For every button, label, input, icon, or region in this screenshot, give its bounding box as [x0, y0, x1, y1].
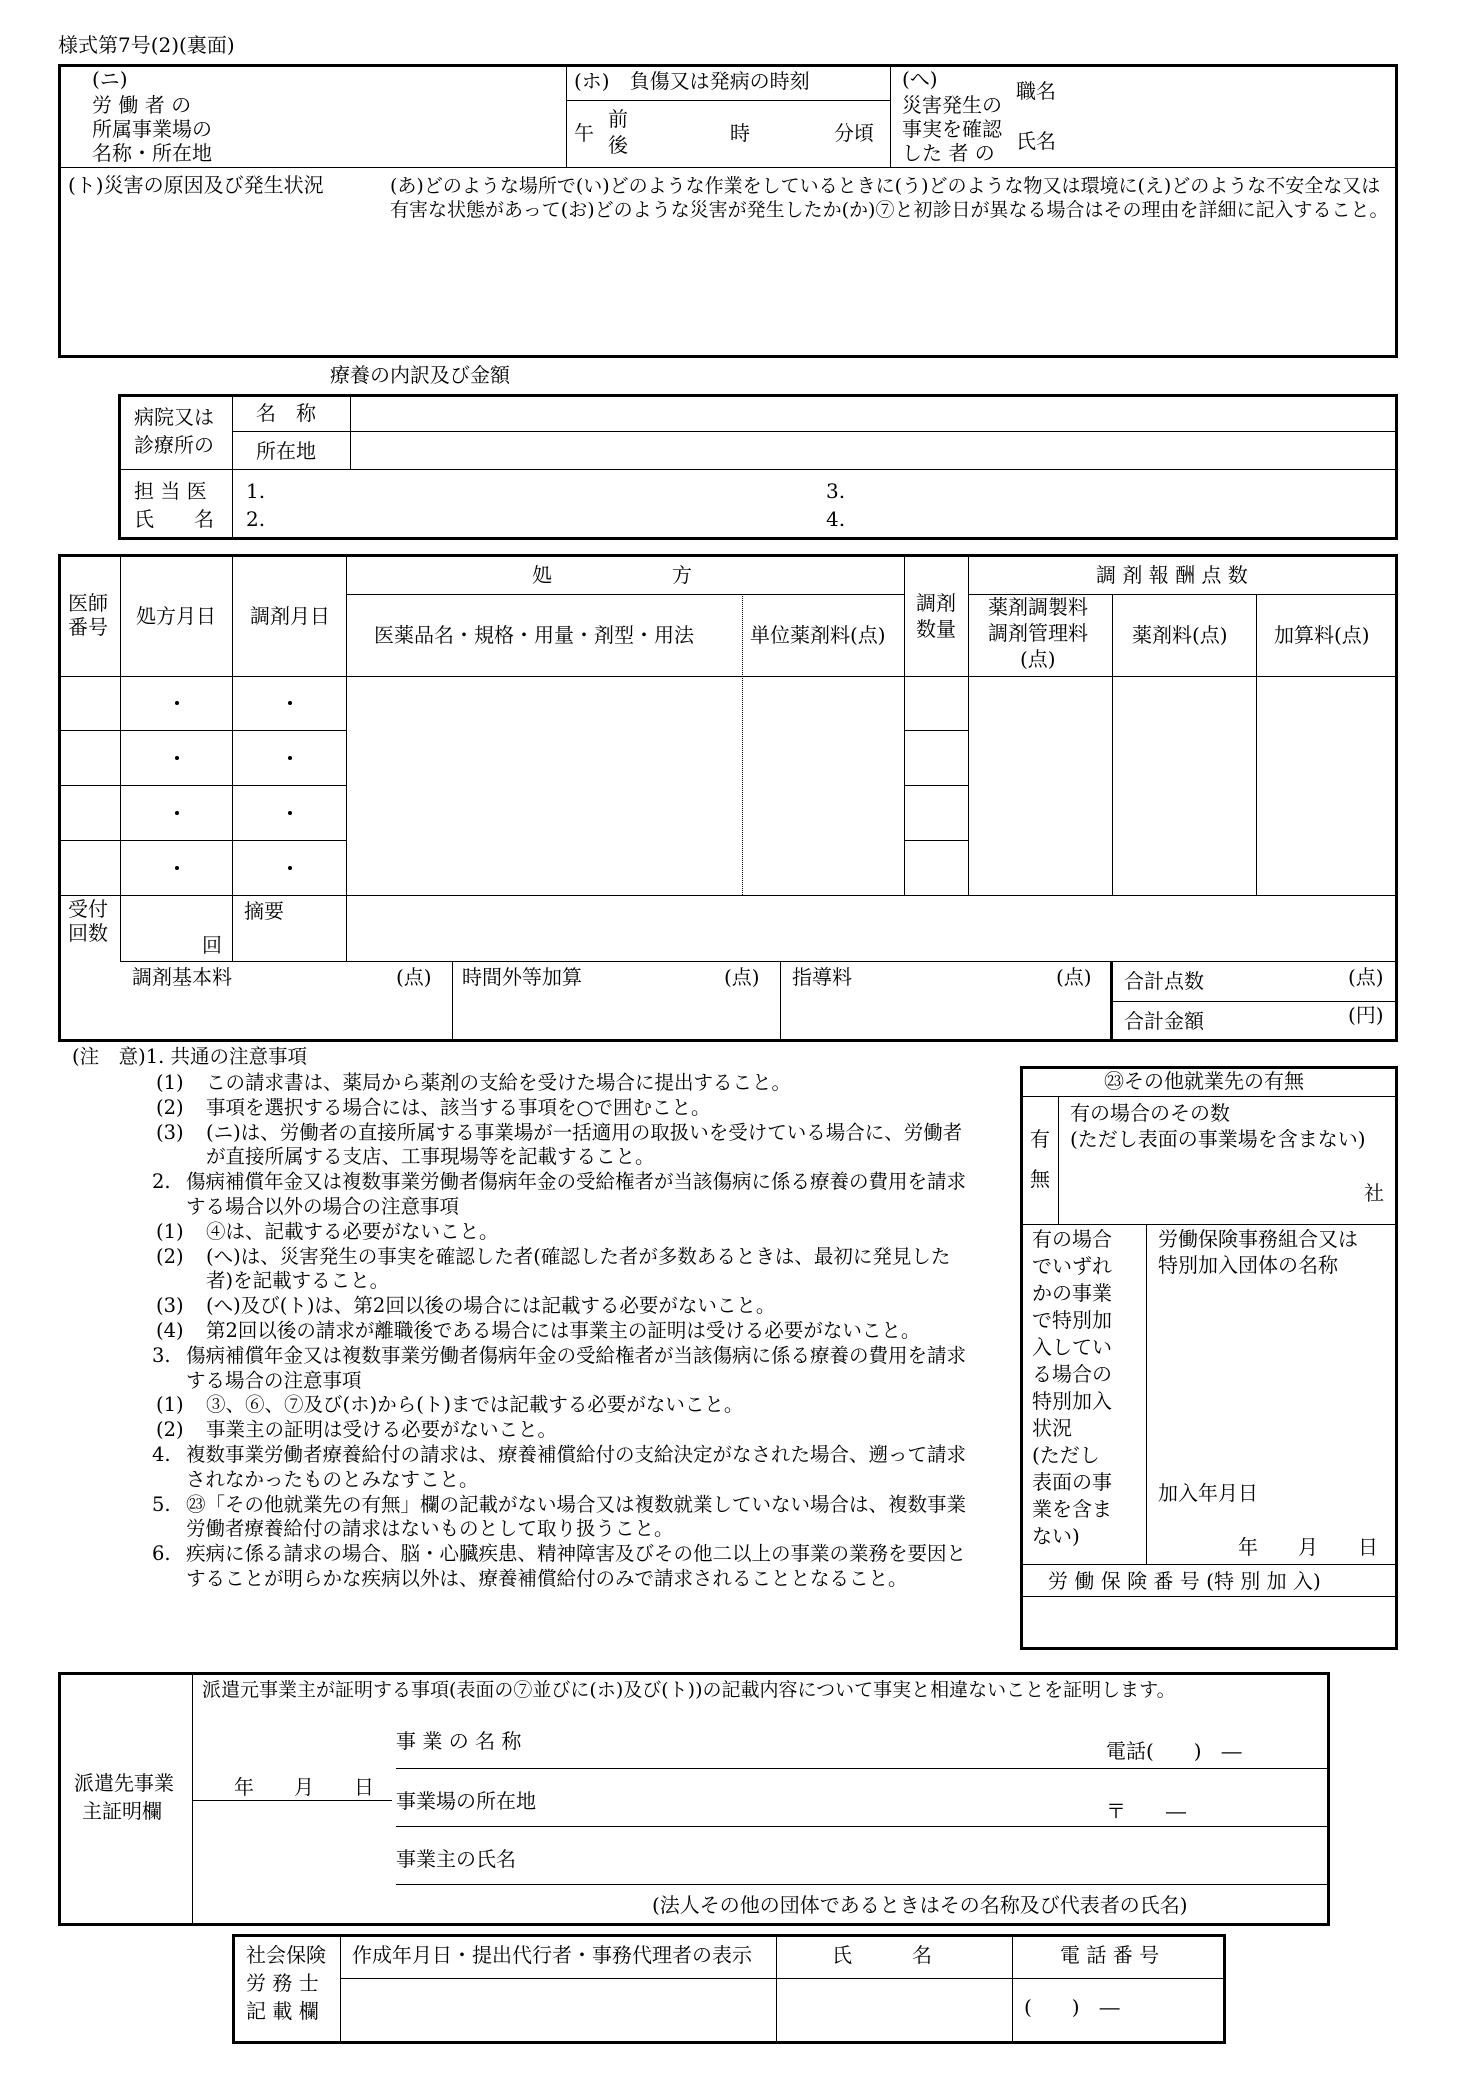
doctor-no-2: 番号: [68, 615, 108, 639]
note-text: 第2回以後の請求が離職後である場合には事業主の証明は受ける必要がないこと。: [206, 1319, 921, 1342]
note-text: ㉓「その他就業先の有無」欄の記載がない場合又は複数就業していない場合は、複数事業: [186, 1492, 967, 1516]
prep-fee-1: 薬剤調製料: [988, 595, 1088, 619]
corp-note: (法人その他の団体であるときはその名称及び代表者の氏名): [652, 1893, 1188, 1917]
row-dot: [175, 811, 179, 815]
note-text: する場合以外の場合の注意事項: [186, 1195, 460, 1218]
base-fee-pt: (点): [396, 965, 432, 989]
row-dot: [288, 866, 292, 870]
dispatch-label-1: 派遣先事業: [74, 1771, 174, 1795]
unit-fee-header: 単位薬剤料(点): [750, 623, 886, 647]
note-text: 複数事業労働者療養給付の請求は、療養補償給付の支給決定がなされた場合、遡って請求: [186, 1443, 967, 1466]
note-text: 労働者療養給付の請求はないものとして取り扱うこと。: [186, 1517, 674, 1541]
owner-label: 事業主の氏名: [396, 1847, 516, 1871]
sharoushi-prep-header: 作成年月日・提出代行者・事務代理者の表示: [352, 1943, 752, 1967]
special-status-line: 表面の事: [1032, 1470, 1112, 1494]
doctor-label-2: 氏 名: [134, 507, 214, 531]
ho-go: 後: [608, 133, 628, 157]
special-status-line: ない): [1032, 1524, 1080, 1548]
row-dot: [288, 756, 292, 760]
to-desc-2: 有害な状態があって(お)どのような災害が発生したか(か)⑦と初診日が異なる場合はその理由を詳細に記入すること。: [390, 199, 1389, 221]
note-number: (4): [156, 1319, 184, 1342]
recv-times: 回: [202, 933, 222, 957]
special-status-line: 入してい: [1032, 1335, 1112, 1359]
dispatch-label-2: 主証明欄: [82, 1799, 162, 1823]
note-text: ③、⑥、⑦及び(ホ)から(ト)までは記載する必要がないこと。: [206, 1393, 744, 1417]
to-desc-1: (あ)どのような場所で(い)どのような作業をしているときに(う)どのような物又は環境に(え)どのような不安全な又は: [390, 175, 1381, 197]
special-status-line: る場合の: [1032, 1362, 1112, 1386]
notes-head: (注 意)1. 共通の注意事項: [72, 1045, 308, 1068]
he-line-1: 災害発生の: [902, 93, 1002, 117]
he-name: 氏名: [1016, 129, 1056, 153]
summary-label: 摘要: [244, 899, 284, 923]
note-number: 4.: [152, 1443, 171, 1466]
other-job-company: 社: [1364, 1181, 1384, 1205]
base-fee-label: 調剤基本料: [132, 965, 232, 989]
after-hours-label: 時間外等加算: [462, 965, 582, 989]
note-text: (へ)及び(ト)は、第2回以後の場合には記載する必要がないこと。: [206, 1294, 776, 1318]
qty-header-2: 数量: [916, 617, 956, 641]
sharoushi-tel-header: 電 話 番 号: [1060, 1943, 1160, 1967]
he-label: (へ): [902, 67, 938, 91]
special-status-line: でいずれ: [1032, 1254, 1112, 1278]
to-label: (ト)災害の原因及び発生状況: [68, 173, 324, 197]
biz-address-label: 事業場の所在地: [396, 1789, 536, 1813]
sharoushi-label-1: 社会保険: [246, 1943, 326, 1967]
other-job-no: 無: [1030, 1167, 1050, 1191]
treatment-title: 療養の内訳及び金額: [330, 363, 510, 387]
note-text: することが明らかな疾病以外は、療養補償給付のみで請求されることとなること。: [186, 1567, 908, 1590]
note-text: する場合の注意事項: [186, 1368, 362, 1392]
note-text: (ニ)は、労働者の直接所属する事業場が一括適用の取扱いを受けている場合に、労働者: [206, 1120, 963, 1144]
recv-label-1: 受付: [68, 897, 108, 921]
union-label-2: 特別加入団体の名称: [1158, 1253, 1338, 1277]
special-status-line: 状況: [1032, 1416, 1072, 1440]
note-number: 3.: [152, 1343, 171, 1367]
drug-fee-header: 薬剤料(点): [1132, 623, 1228, 647]
note-text: が直接所属する支店、工事現場等を記載すること。: [206, 1145, 655, 1169]
doctor-1: 1.: [246, 479, 266, 503]
union-label-1: 労働保険事務組合又は: [1158, 1227, 1358, 1251]
fee-header: 調 剤 報 酬 点 数: [1096, 563, 1248, 587]
add-fee-header: 加算料(点): [1274, 623, 1370, 647]
doctor-3: 3.: [826, 479, 846, 503]
note-number: (2): [156, 1095, 184, 1119]
total-points-unit: (点): [1348, 965, 1384, 989]
form-id: 様式第7号(2)(裏面): [58, 33, 235, 57]
row-dot: [288, 811, 292, 815]
rx-date-header: 処方月日: [136, 604, 216, 628]
join-date-label: 加入年月日: [1158, 1481, 1258, 1505]
phone-label: 電話( ) ―: [1106, 1739, 1242, 1763]
note-text: 疾病に係る請求の場合、脳・心臓疾患、精神障害及びその他二以上の事業の業務を要因と: [186, 1542, 967, 1566]
drug-header: 医薬品名・規格・用量・剤型・用法: [374, 623, 694, 647]
note-text: (へ)は、災害発生の事実を確認した者(確認した者が多数あるときは、最初に発見した: [206, 1244, 951, 1268]
note-number: 5.: [152, 1492, 171, 1516]
he-line-3: した 者 の: [902, 141, 995, 165]
note-number: 2.: [152, 1170, 171, 1194]
ni-line-3: 名称・所在地: [92, 141, 212, 165]
row-dot: [175, 756, 179, 760]
special-status-line: で特別加: [1032, 1308, 1112, 1332]
other-job-count-2: (ただし表面の事業場を含まない): [1070, 1127, 1366, 1151]
ho-zen: 前: [608, 107, 628, 131]
hospital-label-2: 診療所の: [134, 433, 214, 457]
he-line-2: 事実を確認: [902, 117, 1002, 141]
total-points-label: 合計点数: [1124, 969, 1204, 993]
sharoushi-label-3: 記 載 欄: [246, 1999, 319, 2023]
ho-am: 午: [574, 121, 594, 145]
special-status-line: かの事業: [1032, 1281, 1112, 1305]
note-number: (1): [156, 1071, 184, 1094]
note-text: この請求書は、薬局から薬剤の支給を受けた場合に提出すること。: [206, 1071, 792, 1094]
postal-label: 〒 ―: [1106, 1799, 1186, 1823]
note-text: 事項を選択する場合には、該当する事項を○で囲むこと。: [206, 1095, 711, 1119]
hospital-name-label: 名 称: [256, 401, 316, 425]
note-text: 者)を記載すること。: [206, 1269, 390, 1293]
other-job-yes: 有: [1030, 1127, 1050, 1151]
recv-label-2: 回数: [68, 921, 108, 945]
prep-fee-2: 調剤管理料: [988, 621, 1088, 645]
note-number: (2): [156, 1244, 184, 1268]
sharoushi-tel-format: ( ) ―: [1024, 1995, 1120, 2019]
doctor-4: 4.: [826, 507, 846, 531]
other-job-title: ㉓その他就業先の有無: [1104, 1069, 1304, 1093]
join-date-value: 年 月 日: [1238, 1535, 1378, 1559]
note-number: (1): [156, 1393, 184, 1417]
note-text: ④は、記載する必要がないこと。: [206, 1219, 499, 1243]
note-number: (3): [156, 1294, 184, 1318]
special-status-line: (ただし: [1032, 1443, 1100, 1467]
special-status-line: 有の場合: [1032, 1227, 1112, 1251]
doctor-no-1: 医師: [68, 591, 108, 615]
qty-header-1: 調剤: [916, 591, 956, 615]
other-job-count-1: 有の場合のその数: [1070, 1101, 1230, 1125]
ni-label: (ニ): [92, 67, 128, 91]
he-title: 職名: [1016, 79, 1056, 103]
sharoushi-name-header: 氏 名: [832, 1943, 932, 1967]
note-text: 事業主の証明は受ける必要がないこと。: [206, 1418, 558, 1442]
note-text: されなかったものとみなすこと。: [186, 1467, 479, 1491]
sharoushi-label-2: 労 務 士: [246, 1971, 319, 1995]
note-number: 6.: [152, 1542, 171, 1566]
guidance-label: 指導料: [792, 965, 852, 989]
ni-line-1: 労 働 者 の: [92, 93, 192, 117]
guidance-pt: (点): [1056, 965, 1092, 989]
row-dot: [175, 866, 179, 870]
total-amount-label: 合計金額: [1124, 1009, 1204, 1033]
note-number: (2): [156, 1418, 184, 1442]
rx-header: 処 方: [532, 563, 692, 587]
dispense-date-header: 調剤月日: [250, 604, 330, 628]
ho-label: (ホ) 負傷又は発病の時刻: [574, 69, 810, 93]
hospital-label-1: 病院又は: [134, 405, 214, 429]
ho-ji: 時: [730, 121, 750, 145]
prep-fee-3: (点): [1020, 647, 1056, 671]
note-number: (3): [156, 1120, 184, 1144]
row-dot: [288, 701, 292, 705]
doctor-2: 2.: [246, 507, 266, 531]
special-status-line: 特別加入: [1032, 1389, 1112, 1413]
dispatch-statement: 派遣元事業主が証明する事項(表面の⑦並びに(ホ)及び(ト))の記載内容について事実と相違ないことを証明します。: [202, 1679, 1176, 1701]
insurance-no-label: 労 働 保 険 番 号 (特 別 加 入): [1048, 1569, 1321, 1593]
dispatch-date: 年 月 日: [234, 1775, 374, 1799]
ho-fun: 分頃: [834, 121, 874, 145]
hospital-address-label: 所在地: [256, 439, 316, 463]
total-amount-unit: (円): [1348, 1003, 1384, 1027]
after-hours-pt: (点): [724, 965, 760, 989]
note-number: (1): [156, 1219, 184, 1243]
note-text: 傷病補償年金又は複数事業労働者傷病年金の受給権者が当該傷病に係る療養の費用を請求: [186, 1170, 967, 1194]
doctor-label-1: 担 当 医: [134, 479, 207, 503]
ni-line-2: 所属事業場の: [92, 117, 212, 141]
row-dot: [175, 701, 179, 705]
note-text: 傷病補償年金又は複数事業労働者傷病年金の受給権者が当該傷病に係る療養の費用を請求: [186, 1343, 967, 1367]
special-status-line: 業を含ま: [1032, 1497, 1112, 1521]
biz-name-label: 事 業 の 名 称: [396, 1729, 522, 1753]
